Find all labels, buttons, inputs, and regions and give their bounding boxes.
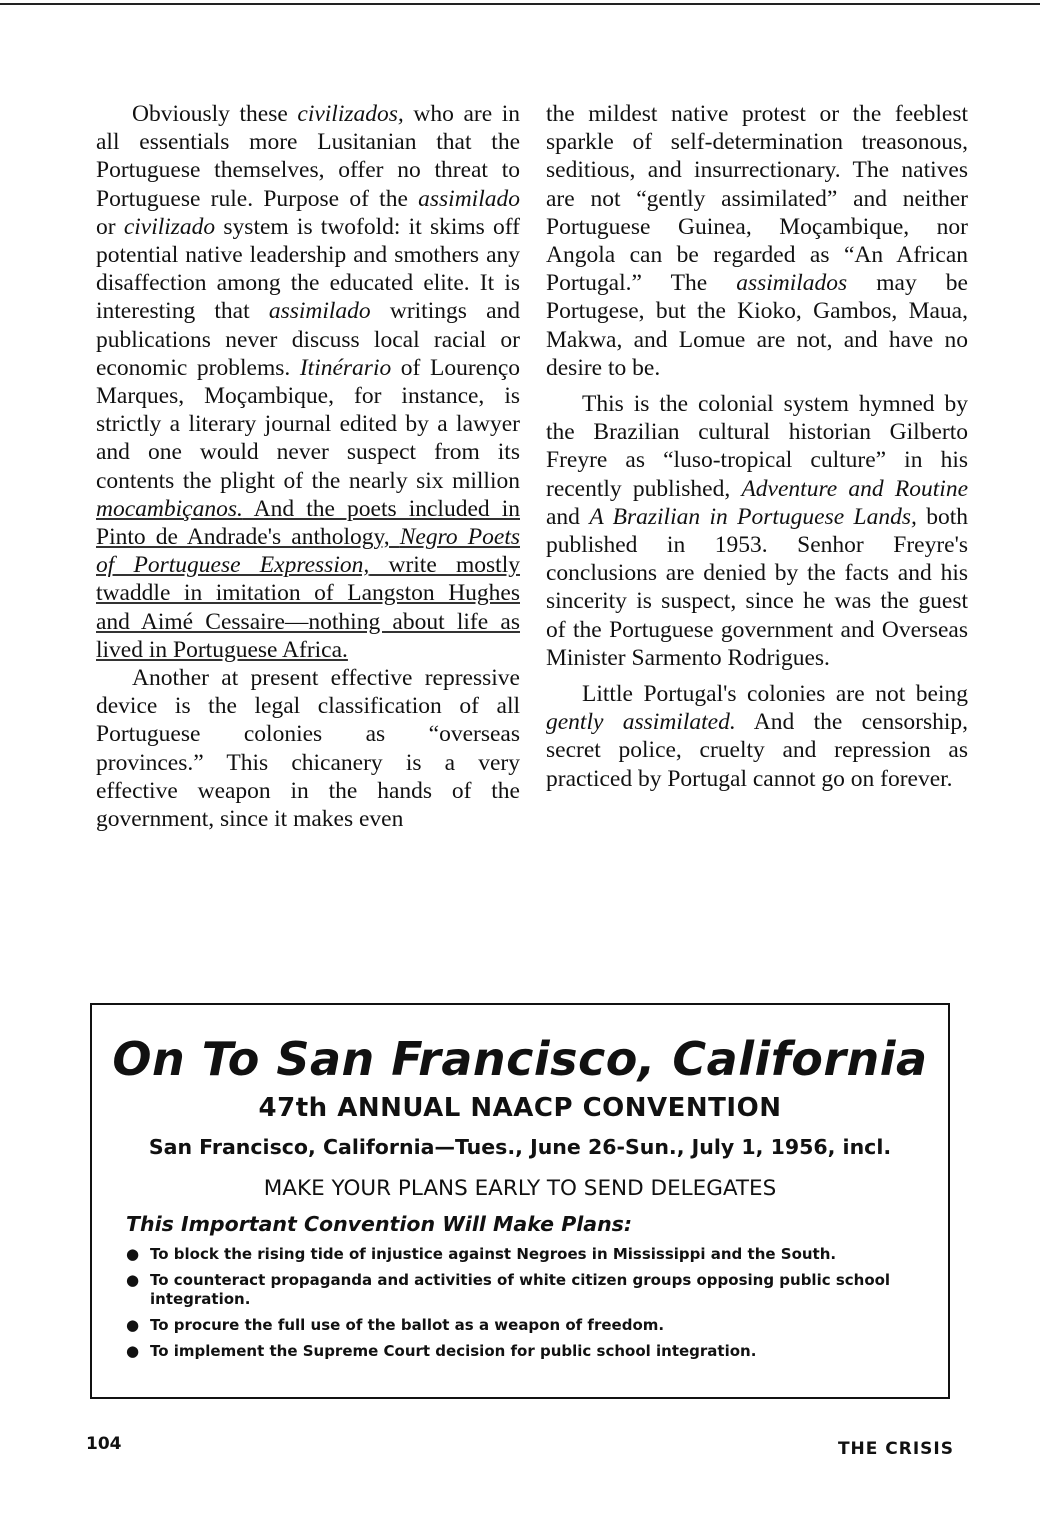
bullet-icon: ●: [126, 1316, 140, 1334]
ad-headline: On To San Francisco, California: [112, 1032, 928, 1086]
bullet-icon: ●: [126, 1245, 140, 1263]
journal-name: THE CRISIS: [837, 1439, 954, 1459]
article-left-column: [96, 100, 520, 833]
top-rule: [0, 3, 1040, 5]
ad-call-to-action: MAKE YOUR PLANS EARLY TO SEND DELEGATES: [263, 1176, 777, 1201]
article-right-column: [546, 100, 968, 793]
right-paragraph-2: This is the colonial system hymned by the Brazilian cultural historian Gilberto Freyre as “luso-tropical culture” in his recently published, Adventure and Routine and A Brazilian in Portuguese Lands, both published in 1953. Senhor Freyre's conclusions are denied by the facts and his sincerity is suspect, since he was the guest of the Portuguese government and Overseas Minister Sarmento Rodrigues.: [546, 391, 969, 671]
right-paragraph-1: the mildest native protest or the feeblest sparkle of self-determination treasonous, seditious, and insurrectionary. The natives are not “gently assimilated” and neither Portuguese Guinea, Moçambique, nor Angola can be regarded as “An African Portugal.” The assimilados may be Portugese, but the Kioko, Gambos, Maua, Makwa, and Lomue are not, and have no desire to be.: [546, 101, 968, 381]
list-item: ● To block the rising tide of injustice against Negroes in Mississippi and the South.: [126, 1245, 837, 1263]
bullet-icon: ●: [126, 1342, 140, 1360]
ad-dates: San Francisco, California—Tues., June 26-Sun., July 1, 1956, incl.: [148, 1135, 892, 1159]
ad-plans-list: [122, 1245, 932, 1368]
list-item: ● To counteract propaganda and activities of white citizen groups opposing public school integration.: [126, 1271, 891, 1308]
list-item: ● To procure the full use of the ballot as a weapon of freedom.: [126, 1316, 665, 1334]
right-paragraph-3: Little Portugal's colonies are not being gently assimilated. And the censorship, secret police, cruelty and repression as practiced by Portugal cannot go on forever.: [546, 681, 968, 792]
left-paragraph-1: Obviously these civilizados, who are in all essentials more Lusitanian that the Portuguese themselves, offer no threat to Portuguese rule. Purpose of the assimilado or civilizado system is twofold: it skims off potential native leadership and smothers any disaffection among the educated elite. It is interesting that assimilado writings and publications never discuss local racial or economic problems. Itinérario of Lourenço Marques, Moçambique, for instance, is strictly a literary journal edited by a lawyer and one would never suspect from its contents the plight of the nearly six million mocambiçanos. And the poets included in Pinto de Andrade's anthology, Negro Poets of Portuguese Expression, write mostly twaddle in imitation of Langston Hughes and Aimé Cessaire—nothing about life as lived in Portuguese Africa.: [96, 101, 520, 663]
ad-intro: This Important Convention Will Make Plans:: [126, 1212, 633, 1236]
convention-advertisement: [90, 1003, 950, 1399]
ad-convention-title: 47th ANNUAL NAACP CONVENTION: [258, 1093, 782, 1123]
list-item: ● To implement the Supreme Court decision for public school integration.: [126, 1342, 757, 1360]
bullet-icon: ●: [126, 1271, 140, 1289]
page-number: 104: [86, 1434, 122, 1454]
left-paragraph-2: Another at present effective repressive device is the legal classification of all Portuguese colonies as “overseas provinces.” This chicanery is a very effective weapon in the hands of the government, since it makes even: [96, 665, 520, 833]
